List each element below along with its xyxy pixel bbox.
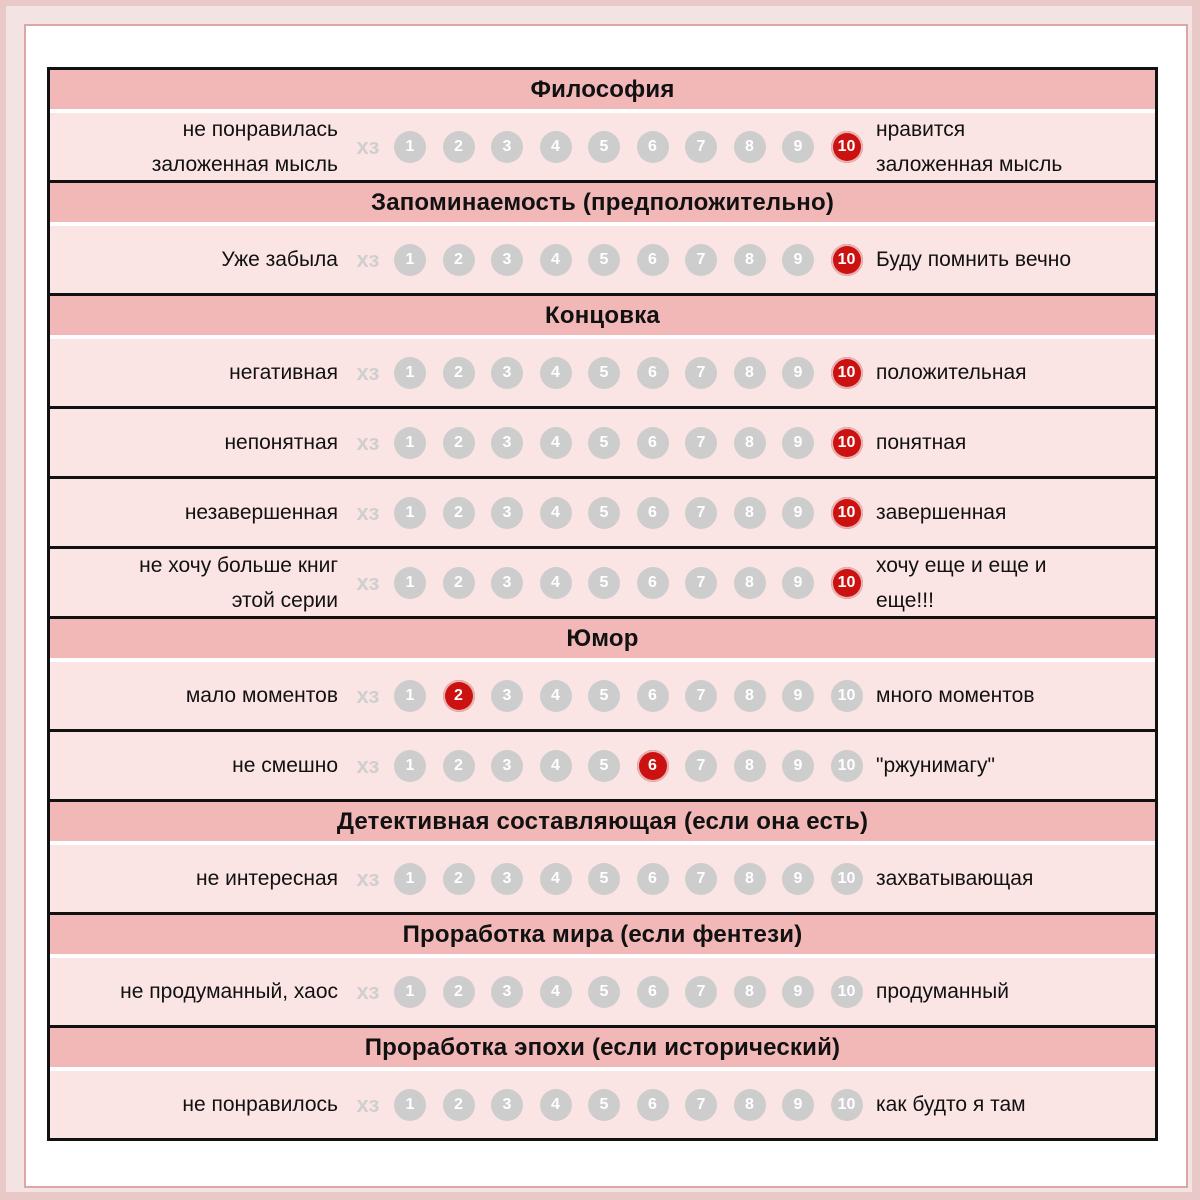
score-dot: 7 — [685, 976, 717, 1008]
rating-section — [50, 912, 1155, 1025]
score-dot: 7 — [685, 863, 717, 895]
rating-section — [50, 799, 1155, 912]
unknown-option: хз — [356, 865, 380, 891]
unknown-option: хз — [356, 133, 380, 159]
rating-row — [50, 1069, 1155, 1138]
score-dot: 9 — [782, 357, 814, 389]
score-dot: 1 — [394, 1089, 426, 1121]
score-dot: 4 — [540, 497, 572, 529]
score-dot: 6 — [637, 427, 669, 459]
score-dots — [394, 357, 863, 389]
score-dot: 1 — [394, 567, 426, 599]
score-dot: 3 — [491, 1089, 523, 1121]
score-dot: 4 — [540, 427, 572, 459]
score-dot: 4 — [540, 863, 572, 895]
score-dot: 2 — [443, 976, 475, 1008]
score-dot: 8 — [734, 497, 766, 529]
score-dot: 1 — [394, 244, 426, 276]
score-dot: 3 — [491, 863, 523, 895]
rating-scale — [344, 427, 864, 459]
score-dot: 7 — [685, 567, 717, 599]
score-dot-selected: 6 — [637, 750, 669, 782]
section-title: Проработка эпохи (если исторический) — [50, 1028, 1155, 1069]
score-dot: 3 — [491, 427, 523, 459]
high-end-label: много моментов — [876, 684, 1035, 707]
score-dot: 3 — [491, 497, 523, 529]
score-dot: 3 — [491, 244, 523, 276]
score-dot-selected: 2 — [443, 680, 475, 712]
low-end-label: не продуманный, хаос — [120, 980, 338, 1003]
score-dots — [394, 750, 863, 782]
section-title: Концовка — [50, 296, 1155, 337]
rating-row — [50, 843, 1155, 912]
rating-scale — [344, 357, 864, 389]
score-dot: 1 — [394, 497, 426, 529]
score-dot: 4 — [540, 680, 572, 712]
score-dot: 4 — [540, 750, 572, 782]
score-dot: 6 — [637, 244, 669, 276]
rating-section — [50, 180, 1155, 293]
section-title: Детективная составляющая (если она есть) — [50, 802, 1155, 843]
rating-row — [50, 111, 1155, 180]
low-end-label: незавершенная — [184, 501, 338, 524]
score-dot: 9 — [782, 567, 814, 599]
score-dot: 7 — [685, 680, 717, 712]
score-dot: 5 — [588, 750, 620, 782]
rating-scale — [344, 244, 864, 276]
score-dots — [394, 976, 863, 1008]
section-title: Проработка мира (если фентези) — [50, 915, 1155, 956]
score-dot: 8 — [734, 357, 766, 389]
rating-row — [50, 546, 1155, 616]
rating-row — [50, 729, 1155, 799]
low-end-label: непонятная — [224, 431, 338, 454]
rating-row — [50, 956, 1155, 1025]
score-dot: 2 — [443, 497, 475, 529]
score-dot: 5 — [588, 427, 620, 459]
score-dot: 7 — [685, 131, 717, 163]
score-dot: 9 — [782, 976, 814, 1008]
low-end-label: не понравилось — [182, 1093, 338, 1116]
score-dot: 8 — [734, 680, 766, 712]
score-dot: 5 — [588, 244, 620, 276]
unknown-option: хз — [356, 978, 380, 1004]
score-dot: 7 — [685, 1089, 717, 1121]
high-end-label: завершенная — [876, 501, 1007, 524]
rating-scale — [344, 863, 864, 895]
score-dot: 10 — [831, 750, 863, 782]
score-dot: 5 — [588, 567, 620, 599]
score-dot: 3 — [491, 567, 523, 599]
score-dot: 2 — [443, 1089, 475, 1121]
score-dot: 4 — [540, 976, 572, 1008]
high-end-label: нравится заложенная мысль — [876, 117, 1063, 176]
score-dots — [394, 427, 863, 459]
high-end-label: продуманный — [876, 980, 1009, 1003]
score-dot-selected: 10 — [831, 131, 863, 163]
low-end-label: Уже забыла — [221, 248, 338, 271]
score-dot: 1 — [394, 131, 426, 163]
score-dot: 2 — [443, 131, 475, 163]
unknown-option: хз — [356, 682, 380, 708]
section-title: Запоминаемость (предположительно) — [50, 183, 1155, 224]
rating-scale — [344, 1089, 864, 1121]
score-dot: 6 — [637, 497, 669, 529]
score-dot: 5 — [588, 1089, 620, 1121]
score-dot: 4 — [540, 131, 572, 163]
score-dot: 1 — [394, 680, 426, 712]
score-dot: 4 — [540, 1089, 572, 1121]
rating-scale — [344, 976, 864, 1008]
low-end-label: негативная — [229, 361, 338, 384]
score-dot: 8 — [734, 427, 766, 459]
score-dot: 7 — [685, 427, 717, 459]
score-dot: 6 — [637, 976, 669, 1008]
score-dot: 1 — [394, 750, 426, 782]
rating-scale — [344, 750, 864, 782]
score-dot: 9 — [782, 497, 814, 529]
high-end-label: "ржунимагу" — [876, 754, 995, 777]
score-dot: 3 — [491, 976, 523, 1008]
score-dot: 6 — [637, 863, 669, 895]
score-dot: 7 — [685, 244, 717, 276]
score-dot: 8 — [734, 244, 766, 276]
score-dot: 2 — [443, 567, 475, 599]
low-end-label: не смешно — [232, 754, 338, 777]
score-dot: 9 — [782, 427, 814, 459]
score-dot-selected: 10 — [831, 244, 863, 276]
score-dot: 9 — [782, 1089, 814, 1121]
score-dots — [394, 497, 863, 529]
unknown-option: хз — [356, 1091, 380, 1117]
rating-scale — [344, 131, 864, 163]
score-dot: 2 — [443, 357, 475, 389]
score-dot-selected: 10 — [831, 427, 863, 459]
score-dot: 10 — [831, 976, 863, 1008]
score-dot: 5 — [588, 131, 620, 163]
score-dot: 5 — [588, 497, 620, 529]
score-dot: 8 — [734, 863, 766, 895]
score-dot: 7 — [685, 357, 717, 389]
unknown-option: хз — [356, 569, 380, 595]
score-dot: 3 — [491, 131, 523, 163]
score-dot: 4 — [540, 244, 572, 276]
score-dot: 6 — [637, 680, 669, 712]
unknown-option: хз — [356, 429, 380, 455]
score-dot: 8 — [734, 567, 766, 599]
score-dots — [394, 567, 863, 599]
unknown-option: хз — [356, 752, 380, 778]
low-end-label: не интересная — [195, 867, 338, 890]
score-dot: 9 — [782, 750, 814, 782]
rating-scale — [344, 680, 864, 712]
rating-section — [50, 1025, 1155, 1138]
high-end-label: Буду помнить вечно — [876, 248, 1072, 271]
score-dot: 6 — [637, 131, 669, 163]
score-dot: 1 — [394, 863, 426, 895]
high-end-label: хочу еще и еще и еще!!! — [876, 553, 1047, 612]
score-dot: 1 — [394, 427, 426, 459]
score-dot: 4 — [540, 567, 572, 599]
rating-row — [50, 476, 1155, 546]
unknown-option: хз — [356, 359, 380, 385]
low-end-label: не хочу больше книг этой серии — [139, 553, 338, 612]
rating-row — [50, 660, 1155, 729]
score-dot: 10 — [831, 1089, 863, 1121]
section-title: Юмор — [50, 619, 1155, 660]
score-dot: 9 — [782, 244, 814, 276]
score-dot: 7 — [685, 750, 717, 782]
score-dot-selected: 10 — [831, 497, 863, 529]
score-dot: 10 — [831, 680, 863, 712]
score-dot: 3 — [491, 357, 523, 389]
score-dot: 6 — [637, 1089, 669, 1121]
low-end-label: не понравилась заложенная мысль — [151, 117, 338, 176]
score-dot: 6 — [637, 567, 669, 599]
high-end-label: захватывающая — [876, 867, 1034, 890]
score-dot-selected: 10 — [831, 357, 863, 389]
score-dots — [394, 1089, 863, 1121]
rating-section — [50, 70, 1155, 180]
score-dot: 3 — [491, 750, 523, 782]
unknown-option: хз — [356, 499, 380, 525]
score-dot: 2 — [443, 244, 475, 276]
rating-section — [50, 293, 1155, 616]
rating-row — [50, 337, 1155, 406]
score-dot: 1 — [394, 357, 426, 389]
rating-section — [50, 616, 1155, 799]
rating-sheet — [47, 67, 1158, 1141]
score-dot: 9 — [782, 131, 814, 163]
score-dot: 4 — [540, 357, 572, 389]
score-dot: 5 — [588, 976, 620, 1008]
score-dot: 8 — [734, 976, 766, 1008]
score-dot: 5 — [588, 357, 620, 389]
score-dot: 2 — [443, 750, 475, 782]
score-dot: 8 — [734, 1089, 766, 1121]
score-dots — [394, 863, 863, 895]
score-dot: 9 — [782, 863, 814, 895]
score-dots — [394, 680, 863, 712]
score-dots — [394, 131, 863, 163]
low-end-label: мало моментов — [185, 684, 338, 707]
score-dot: 2 — [443, 427, 475, 459]
score-dot: 9 — [782, 680, 814, 712]
score-dot: 8 — [734, 131, 766, 163]
rating-scale — [344, 567, 864, 599]
score-dots — [394, 244, 863, 276]
score-dot: 8 — [734, 750, 766, 782]
score-dot: 10 — [831, 863, 863, 895]
high-end-label: как будто я там — [876, 1093, 1026, 1116]
rating-scale — [344, 497, 864, 529]
section-title: Философия — [50, 70, 1155, 111]
high-end-label: понятная — [876, 431, 967, 454]
score-dot: 1 — [394, 976, 426, 1008]
rating-row — [50, 224, 1155, 293]
score-dot: 7 — [685, 497, 717, 529]
score-dot: 3 — [491, 680, 523, 712]
high-end-label: положительная — [876, 361, 1027, 384]
unknown-option: хз — [356, 246, 380, 272]
score-dot: 5 — [588, 680, 620, 712]
score-dot: 2 — [443, 863, 475, 895]
rating-row — [50, 406, 1155, 476]
score-dot-selected: 10 — [831, 567, 863, 599]
score-dot: 6 — [637, 357, 669, 389]
score-dot: 5 — [588, 863, 620, 895]
